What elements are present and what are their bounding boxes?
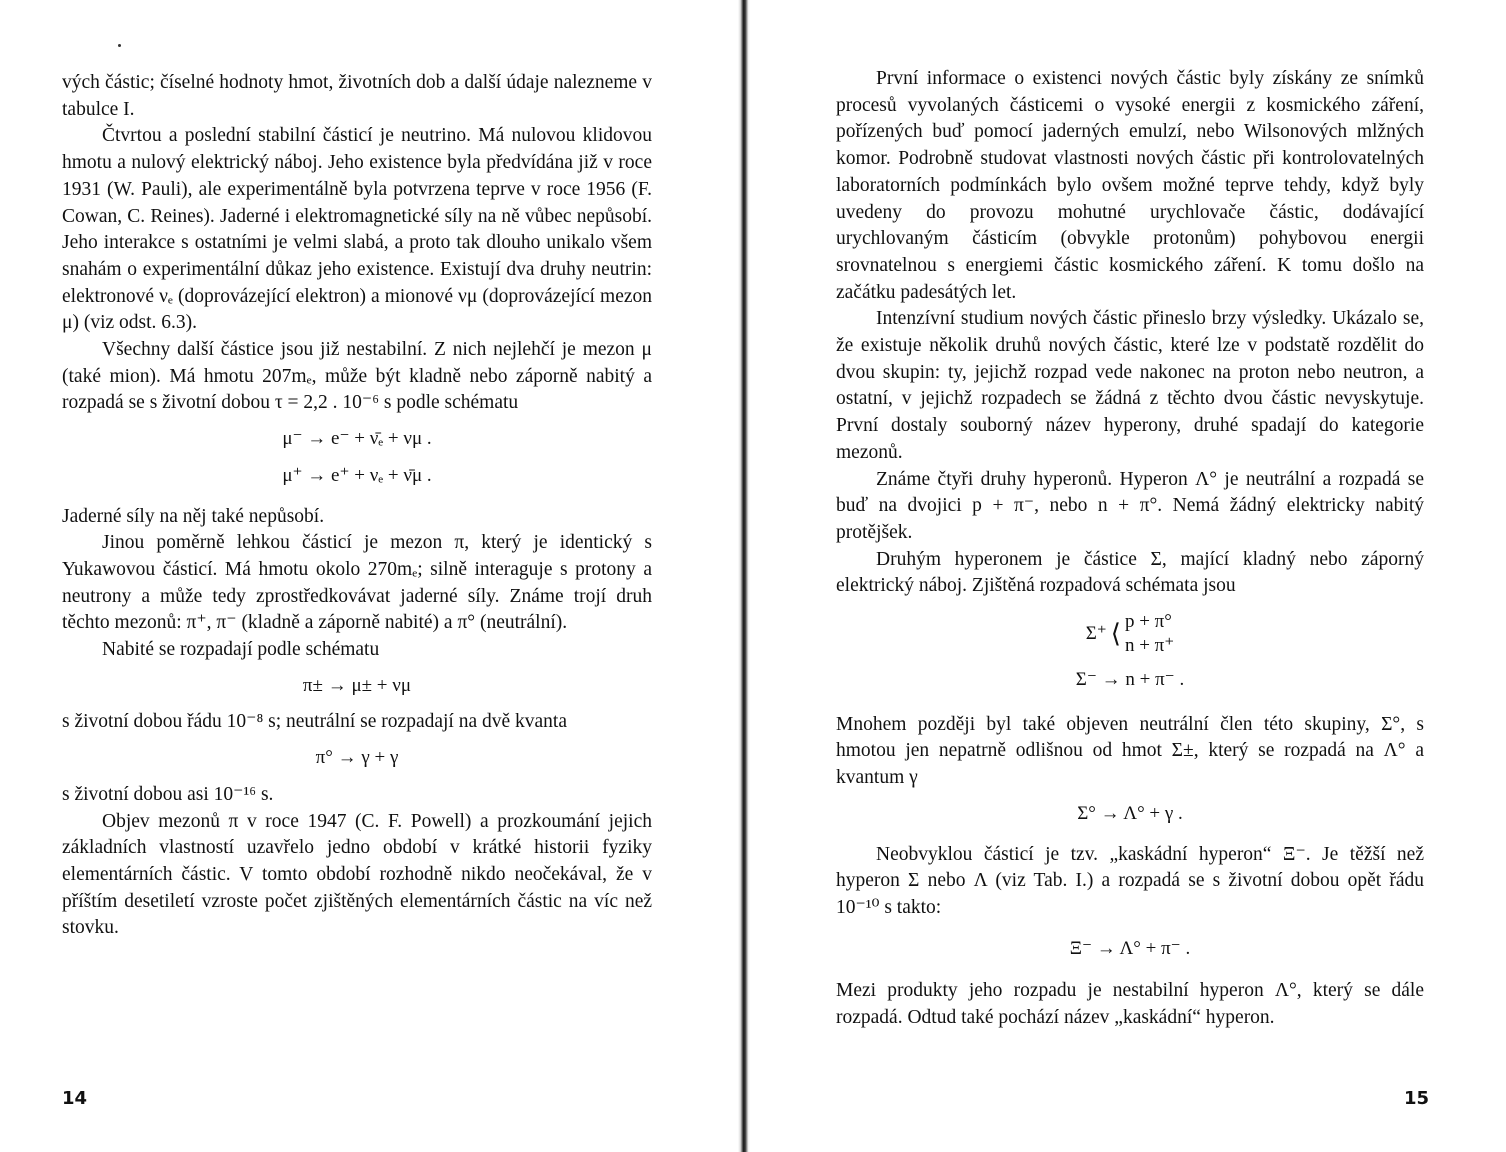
paragraph: Nabité se rozpadají podle schématu — [102, 639, 380, 661]
page-number: 15 — [1404, 1088, 1430, 1109]
equation: Σ° → Λ° + γ . — [1077, 802, 1183, 824]
right-body — [836, 66, 1424, 1032]
paragraph: vých částic; číselné hodnoty hmot, životních dob a další údaje nalezneme v tabulce I. — [62, 72, 652, 120]
paragraph: Mezi produkty jeho rozpadu je nestabilní hyperon Λ°, který se dále rozpadá. Odtud také pochází název „kaskádní“ hyperon. — [836, 980, 1424, 1029]
equation: μ⁻ → e⁻ + ν̄ₑ + νμ . — [282, 428, 432, 450]
equation: Σ⁻ → n + π⁻ . — [1075, 669, 1185, 691]
paragraph: Objev mezonů π v roce 1947 (C. F. Powell) a prozkoumání jejich základních vlastností uzavřelo jedno období v krátké historii fyziky elementárních částic. V tomto období rozhodně nikdo neočekával, že v příštím desetiletí vzroste počet zjištěných elementárních částic na víc než stovku. — [62, 810, 652, 939]
paragraph: Neobvyklou částicí je tzv. „kaskádní hyperon“ Ξ⁻. Je těžší než hyperon Σ nebo Λ (viz Tab. I.) a rozpadá se s životní dobou opět řádu 10⁻¹⁰ s takto: — [836, 843, 1424, 918]
equation-branches — [1125, 610, 1174, 658]
paragraph: Jinou poměrně lehkou částicí je mezon π, který je identický s Yukawovou částicí. Má hmotu okolo 270mₑ; silně interaguje s protony a neutrony a může tedy zprostředkovávat jaderné síly. Známe trojí druh těchto mezonů: π⁺, π⁻ (kladně a záporně nabité) a π° (neutrální). — [62, 532, 652, 634]
equation: π° → γ + γ — [315, 747, 399, 769]
paragraph: Známe čtyři druhy hyperonů. Hyperon Λ° je neutrální a rozpadá se buď na dvojici p + π⁻, nebo n + π°. Nemá žádný elektricky nabitý protějšek. — [836, 468, 1424, 543]
branch-bracket: ⟨ — [1110, 619, 1121, 649]
paragraph: Druhým hyperonem je částice Σ, mající kladný nebo záporný elektrický náboj. Zjištěná rozpadová schémata jsou — [836, 548, 1424, 597]
page-number: 14 — [62, 1088, 88, 1109]
branch-top: p + π° — [1124, 611, 1172, 633]
equation-left: Σ⁺ — [1085, 623, 1107, 645]
paragraph: Jaderné síly na něj také nepůsobí. — [62, 505, 325, 527]
branch-bottom: n + π⁺ — [1124, 635, 1175, 657]
paragraph: Intenzívní studium nových částic přineslo brzy výsledky. Ukázalo se, že existuje několik druhů nových částic, které lze v podstatě rozdělit do dvou skupin: ty, jejichž rozpad vede nakonec na proton nebo neutron, a ostatní, v jejichž rozpadech se žádná z těchto dvou částic nevyskytuje. První dostaly souborný název hyperony, druhé spadají do kategorie mezonů. — [836, 308, 1424, 463]
paragraph: Všechny další částice jsou již nestabilní. Z nich nejlehčí je mezon μ (také mion). Má hmotu 207mₑ, může být kladně nebo záporně nabitý a rozpadá se s životní dobou τ = 2,2 . 10⁻⁶ s podle schématu — [62, 339, 652, 414]
right-page — [750, 0, 1506, 1152]
left-body — [62, 70, 652, 942]
paragraph: s životní dobou asi 10⁻¹⁶ s. — [62, 783, 274, 805]
equation: π± → μ± + νμ — [302, 674, 412, 696]
left-page — [0, 0, 738, 1152]
paragraph: Mnohem později byl také objeven neutrální člen této skupiny, Σ°, s hmotou jen nepatrně odlišnou od hmot Σ±, který se rozpadá na Λ° a kvantum γ — [836, 713, 1424, 789]
paragraph: s životní dobou řádu 10⁻⁸ s; neutrální se rozpadají na dvě kvanta — [62, 711, 568, 733]
equation: Ξ⁻ → Λ° + π⁻ . — [1069, 937, 1191, 959]
paragraph: Čtvrtou a poslední stabilní částicí je neutrino. Má nulovou klidovou hmotu a nulový elektrický náboj. Jeho existence byla předvídána již v roce 1931 (W. Pauli), ale experimentálně byla potvrzena teprve v roce 1956 (F. Cowan, C. Reines). Jaderné i elektromagnetické síly na ně vůbec nepůsobí. Jeho interakce s ostatními je velmi slabá, a proto tak dlouho unikalo všem snahám o experimentální důkaz jeho existence. Existují dva druhy neutrin: elektronové νₑ (doprovázející elektron) a mionové νμ (doprovázející mezon μ) (viz odst. 6.3). — [62, 125, 652, 334]
equation: μ⁺ → e⁺ + νₑ + ν̄μ . — [282, 464, 432, 486]
sigma-plus-decay — [836, 610, 1424, 658]
speck — [118, 44, 121, 47]
paragraph: První informace o existenci nových částic byly získány ze snímků procesů vyvolaných částicemi o vysoké energii z kosmického záření, pořízených buď pomocí jaderných emulzí, nebo Wilsonových mlžných komor. Podrobně studovat vlastnosti nových částic při kontrolovatelných laboratorních podmínkách bylo ovšem možné teprve tehdy, když byly uvedeny do provozu mohutné urychlovače částic, dodávající urychlovaným částicím (obvykle protonům) pohybovou energii srovnatelnou s energiemi částic kosmického záření. K tomu došlo na začátku padesátých let. — [836, 68, 1424, 303]
book-spine — [738, 0, 750, 1152]
